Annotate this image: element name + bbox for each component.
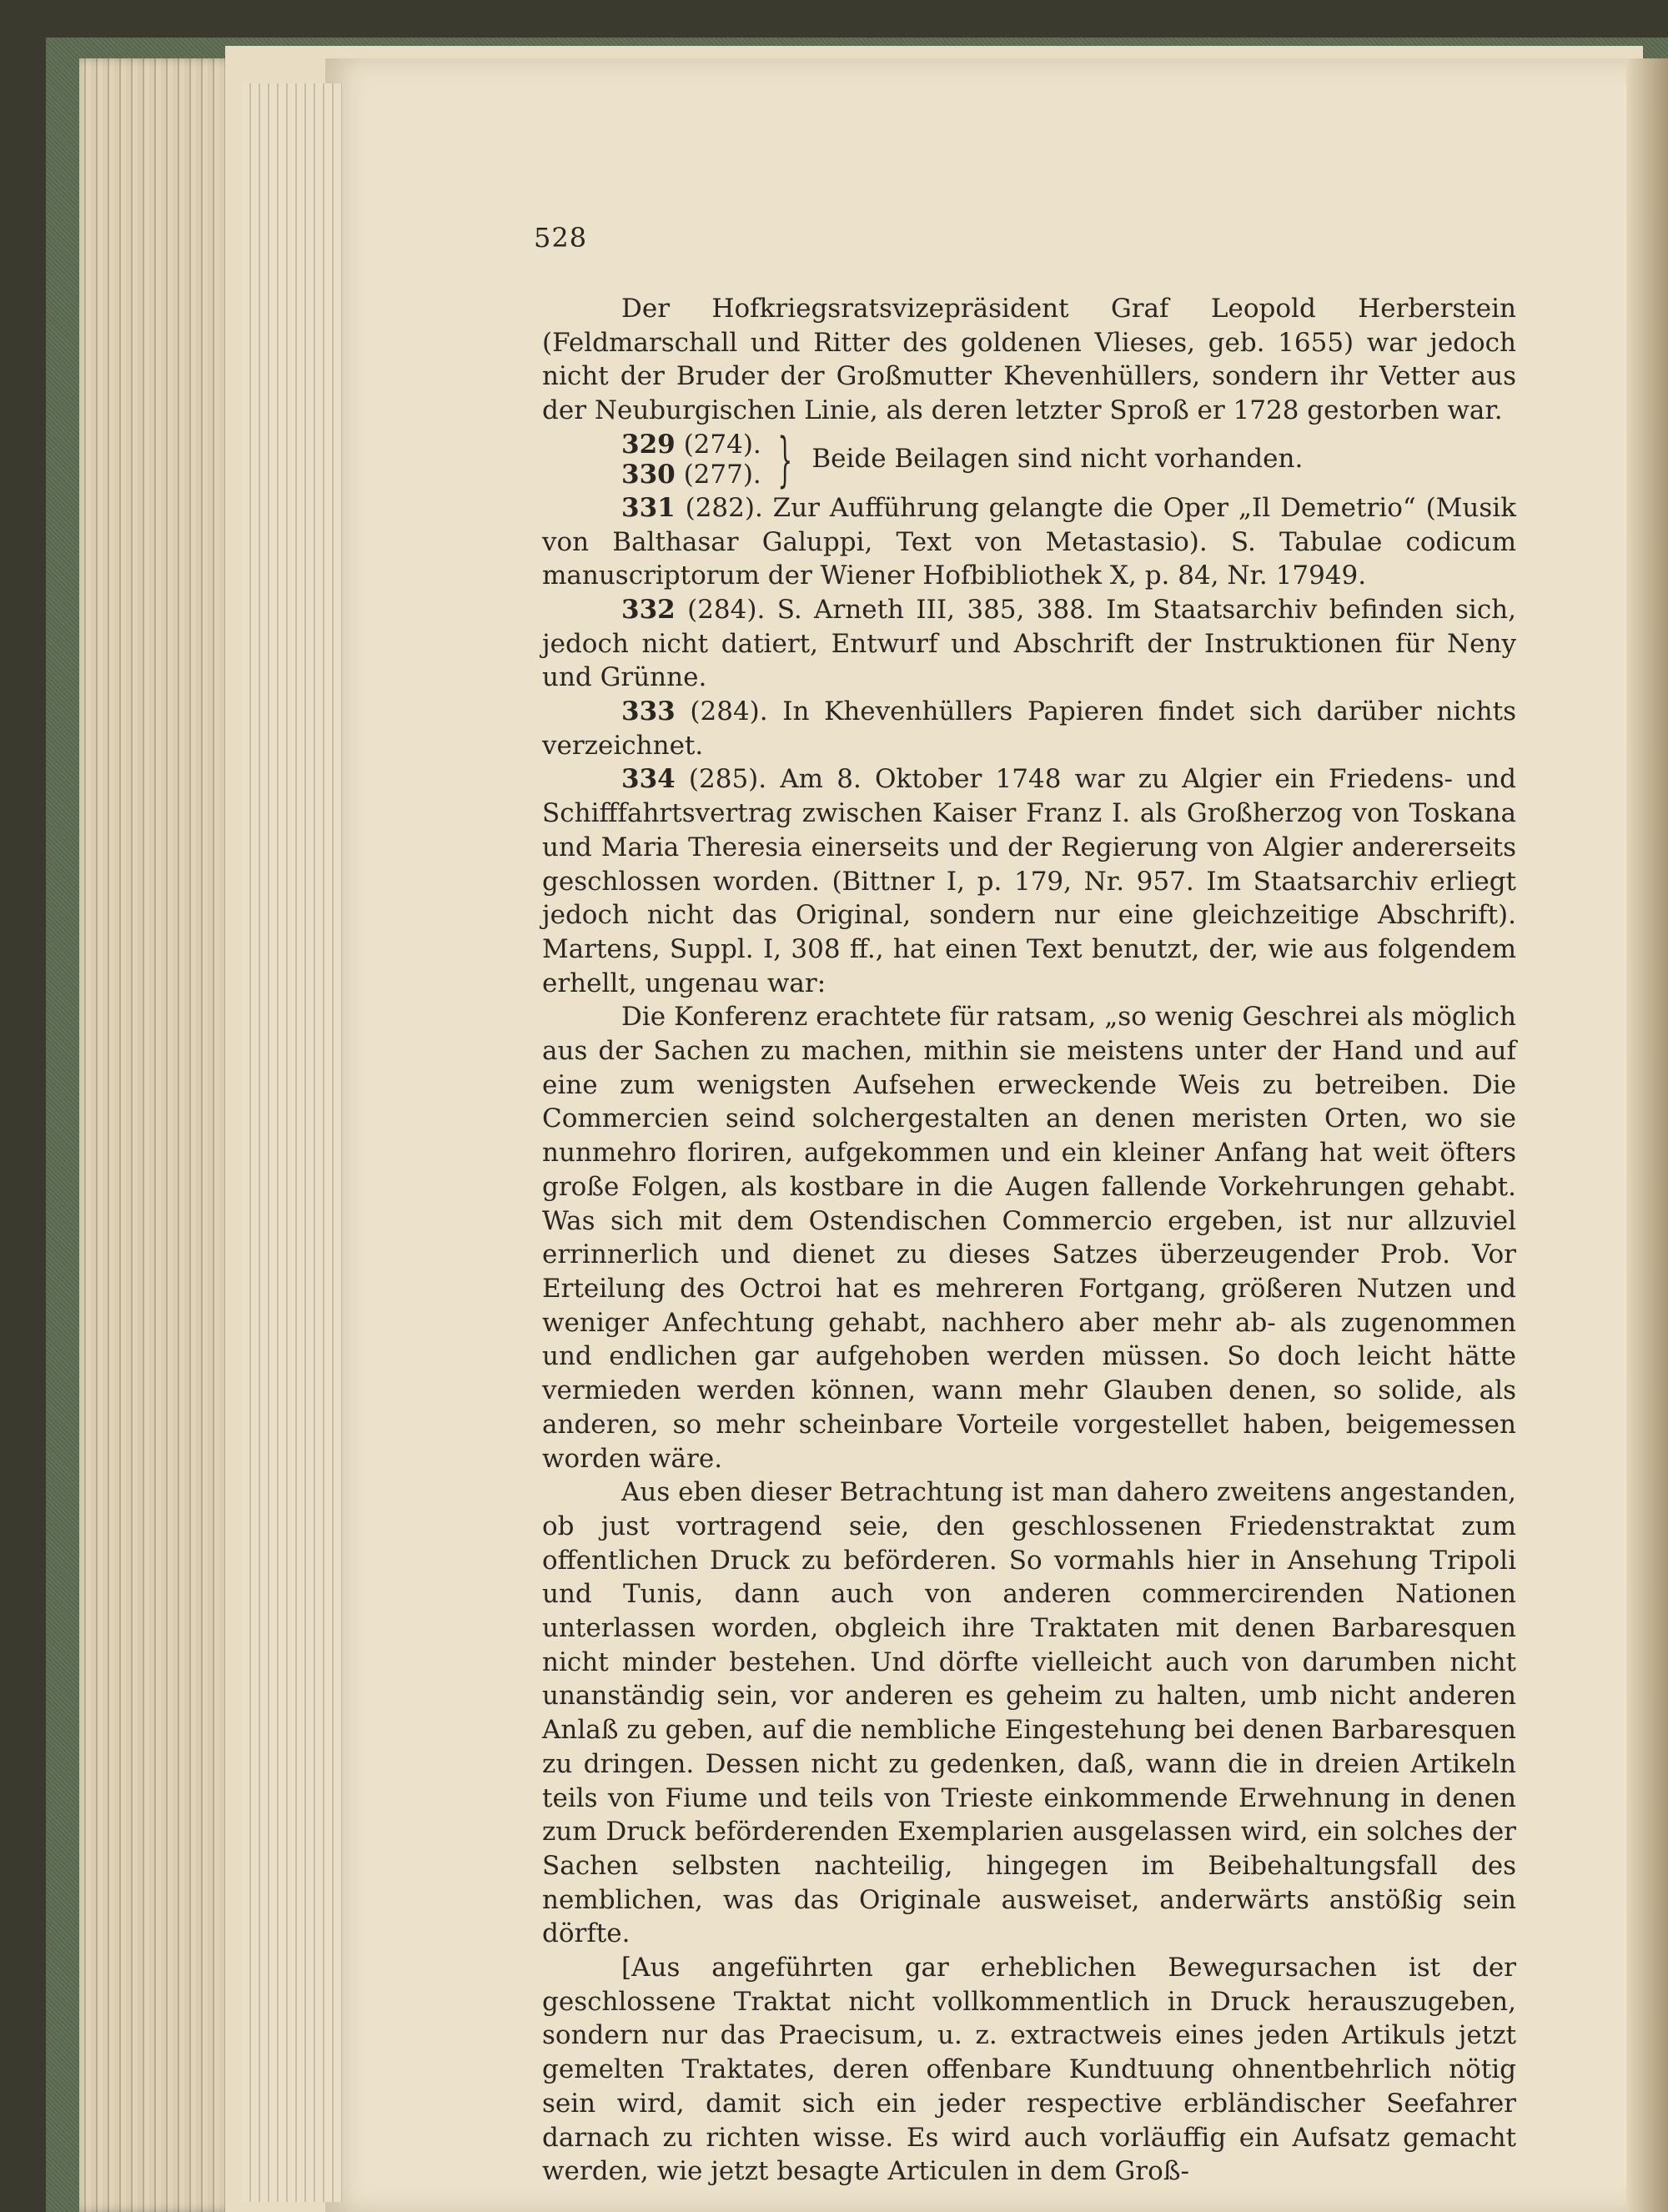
note-329: 329 (274).	[621, 429, 761, 460]
body-text	[542, 292, 1516, 2189]
page-number: 528	[534, 222, 588, 254]
note-332: 332 (284). S. Arneth III, 385, 388. Im Staatsarchiv befinden sich, jedoch nicht datiert, Entwurf und Abschrift der Instruktionen für Neny und Grünne.	[542, 594, 1516, 693]
note-330: 330 (277).	[621, 459, 761, 490]
paragraph-herberstein: Der Hofkriegsratsvizepräsident Graf Leopold Herberstein (Feldmarschall und Ritter des goldenen Vlieses, geb. 1655) war jedoch nicht der Bruder der Großmutter Khevenhüllers, sondern ihr Vetter aus der Neuburgischen Linie, als deren letzter Sproß er 1728 gestorben war.	[542, 294, 1516, 426]
page-stack	[242, 83, 342, 2202]
note-329-330	[621, 425, 1516, 494]
paragraph-bewegursachen: [Aus angeführten gar erheblichen Bewegursachen ist der geschlossene Traktat nicht vollkommentlich in Druck herauszugeben, sondern nur das Praecisum, u. z. extractweis eines jeden Artikuls jetzt gemelten Traktates, deren offenbare Kundtuung ohnentbehrlich nötig sein wird, damit sich ein jeder respective erbländischer Seefahrer darnach zu richten wisse. Es wird auch vorläuffig ein Aufsatz gemacht werden, wie jetzt besagte Articulen in dem Groß-	[542, 1953, 1516, 2187]
note-334: 334 (285). Am 8. Oktober 1748 war zu Algier ein Friedens- und Schifffahrtsvertrag zwischen Kaiser Franz I. als Großherzog von Toskana und Maria Theresia einerseits und der Regierung von Algier andererseits geschlossen worden. (Bittner I, p. 179, Nr. 957. Im Staatsarchiv erliegt jedoch nicht das Original, sondern nur eine gleichzeitige Abschrift). Martens, Suppl. I, 308 ff., hat einen Text benutzt, der, wie aus folgendem erhellt, ungenau war:	[542, 764, 1516, 998]
note-331: 331 (282). Zur Aufführung gelangte die Oper „Il Demetrio“ (Musik von Balthasar Galuppi, Text von Metastasio). S. Tabulae codicum manuscriptorum der Wiener Hofbibliothek X, p. 84, Nr. 17949.	[542, 492, 1516, 591]
note-333: 333 (284). In Khevenhüllers Papieren findet sich darüber nichts verzeichnet.	[542, 696, 1517, 761]
note-329-330-text: Beide Beilagen sind nicht vorhanden.	[811, 444, 1304, 475]
paragraph-konferenz: Die Konferenz erachtete für ratsam, „so wenig Geschrei als möglich aus der Sachen zu machen, mithin sie meistens unter der Hand und auf eine zum wenigsten Aufsehen erweckende Weis zu betreiben. Die Commercien seind solchergestalten an denen meristen Orten, wo sie nunmehro floriren, aufgekommen und ein kleiner Anfang hat weit öfters große Folgen, als kostbare in die Augen fallende Vorkehrungen gehabt. Was sich mit dem Ostendischen Commercio ergeben, ist nur allzuviel errinnerlich und dienet zu dieses Satzes überzeugender Prob. Vor Erteilung des Octroi hat es mehreren Fortgang, größeren Nutzen und weniger Anfechtung gehabt, nachhero aber mehr ab- als zugenommen und endlichen gar aufgehoben werden müssen. So doch leicht hätte vermieden werden können, wann mehr Glauben denen, so solide, als anderen, so mehr scheinbare Vorteile vorgestellet haben, beigemessen worden wäre.	[542, 1002, 1516, 1474]
brace-icon: }	[777, 425, 792, 494]
facing-page-edge	[1626, 58, 1668, 2212]
paragraph-betrachtung: Aus eben dieser Betrachtung ist man dahero zweitens angestanden, ob just vortragend seie, den geschlossenen Friedenstraktat zum offentlichen Druck zu beförderen. So vormahls hier in Ansehung Tripoli und Tunis, dann auch von anderen commercirenden Nationen unterlassen worden, obgleich ihre Traktaten mit denen Barbaresquen nicht minder bestehen. Und dörfte vielleicht auch von darumben nicht unanständig sein, vor anderen es geheim zu halten, umb nicht anderen Anlaß zu geben, auf die nembliche Eingestehung bei denen Barbaresquen zu dringen. Dessen nicht zu gedenken, daß, wann die in dreien Artikeln teils von Fiume und teils von Trieste einkommende Erwehnung in denen zum Druck beförderenden Exemplarien ausgelassen wird, ein solches der Sachen selbsten nachteilig, hingegen im Beibehaltungsfall des nemblichen, was das Originale ausweiset, anderwärts anstößig sein dörfte.	[542, 1477, 1516, 1949]
note-numbers	[621, 430, 761, 490]
